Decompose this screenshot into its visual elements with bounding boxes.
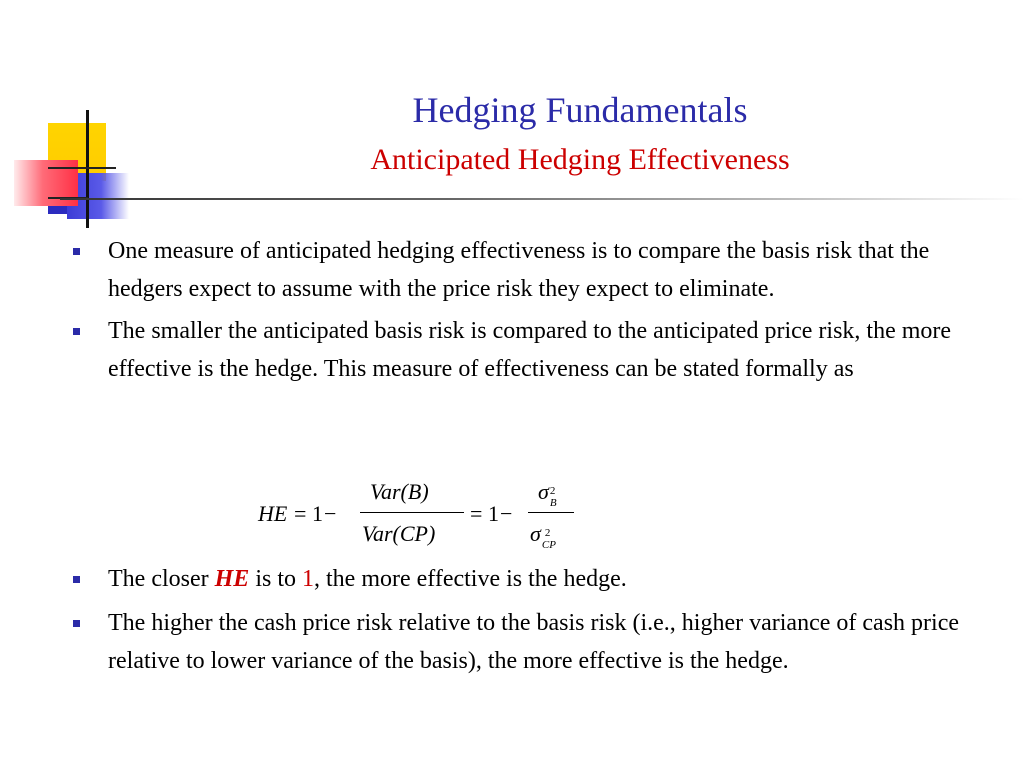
bullet-item-3 bbox=[70, 560, 970, 598]
bullet-item-2 bbox=[70, 312, 970, 388]
bullet-item-4 bbox=[70, 604, 970, 680]
formula-lhs: HE bbox=[258, 501, 288, 526]
bullet-text-middle: is to bbox=[249, 566, 302, 592]
hedging-effectiveness-formula bbox=[258, 475, 618, 557]
formula-subscript-cp: CP bbox=[541, 539, 556, 551]
formula-one-2: 1 bbox=[488, 501, 499, 526]
bullet-square-icon bbox=[73, 620, 80, 627]
formula-numerator-1: Var(B) bbox=[370, 479, 429, 504]
sigma-symbol: σ bbox=[530, 521, 541, 546]
bullet-square-icon bbox=[73, 576, 80, 583]
formula-minus-1: − bbox=[324, 501, 337, 526]
sigma-symbol: σ bbox=[538, 479, 549, 504]
formula-minus-2: − bbox=[500, 501, 513, 526]
formula-equals-1: = bbox=[294, 501, 307, 526]
bullet-list-upper bbox=[70, 232, 970, 388]
slide-title: Hedging Fundamentals bbox=[412, 90, 748, 130]
bullet-text: The smaller the anticipated basis risk is compared to the anticipated price risk, the more effective is the hedge. This measure of effectiveness can be stated formally as bbox=[108, 318, 952, 382]
formula-one-1: 1 bbox=[312, 501, 323, 526]
formula-superscript: 2 bbox=[549, 485, 556, 497]
bullet-text-prefix: The closer bbox=[108, 566, 215, 592]
formula-denominator-1: Var(CP) bbox=[362, 521, 436, 546]
formula-fraction-bar-1 bbox=[360, 512, 464, 513]
bullet-square-icon bbox=[73, 248, 80, 255]
formula-subscript-b: B bbox=[549, 497, 557, 509]
value-one-highlight: 1 bbox=[302, 566, 314, 592]
vertical-line-decoration bbox=[86, 110, 89, 228]
formula-superscript: 2 bbox=[544, 527, 551, 539]
formula-denominator-2 bbox=[530, 521, 565, 551]
bullet-text: One measure of anticipated hedging effectiveness is to compare the basis risk that the hedgers expect to assume with the price risk they expect to eliminate. bbox=[108, 238, 930, 302]
bullet-item-1 bbox=[70, 232, 970, 308]
slide-subtitle: Anticipated Hedging Effectiveness bbox=[370, 143, 790, 176]
formula-numerator-2 bbox=[538, 479, 563, 509]
formula-equals-2: = bbox=[470, 501, 483, 526]
bullet-text: The higher the cash price risk relative to the basis risk (i.e., higher variance of cash price relative to lower variance of the basis), the more effective is the hedge. bbox=[108, 610, 959, 674]
bullet-list-lower bbox=[70, 560, 970, 680]
formula-fraction-bar-2 bbox=[528, 512, 574, 513]
bullet-text-suffix: , the more effective is the hedge. bbox=[314, 566, 627, 592]
horizontal-line-decoration bbox=[48, 167, 116, 169]
he-term-highlight: HE bbox=[214, 566, 250, 592]
title-divider-rule bbox=[60, 198, 1024, 200]
slide-logo-decoration bbox=[0, 0, 170, 240]
bullet-square-icon bbox=[73, 328, 80, 335]
